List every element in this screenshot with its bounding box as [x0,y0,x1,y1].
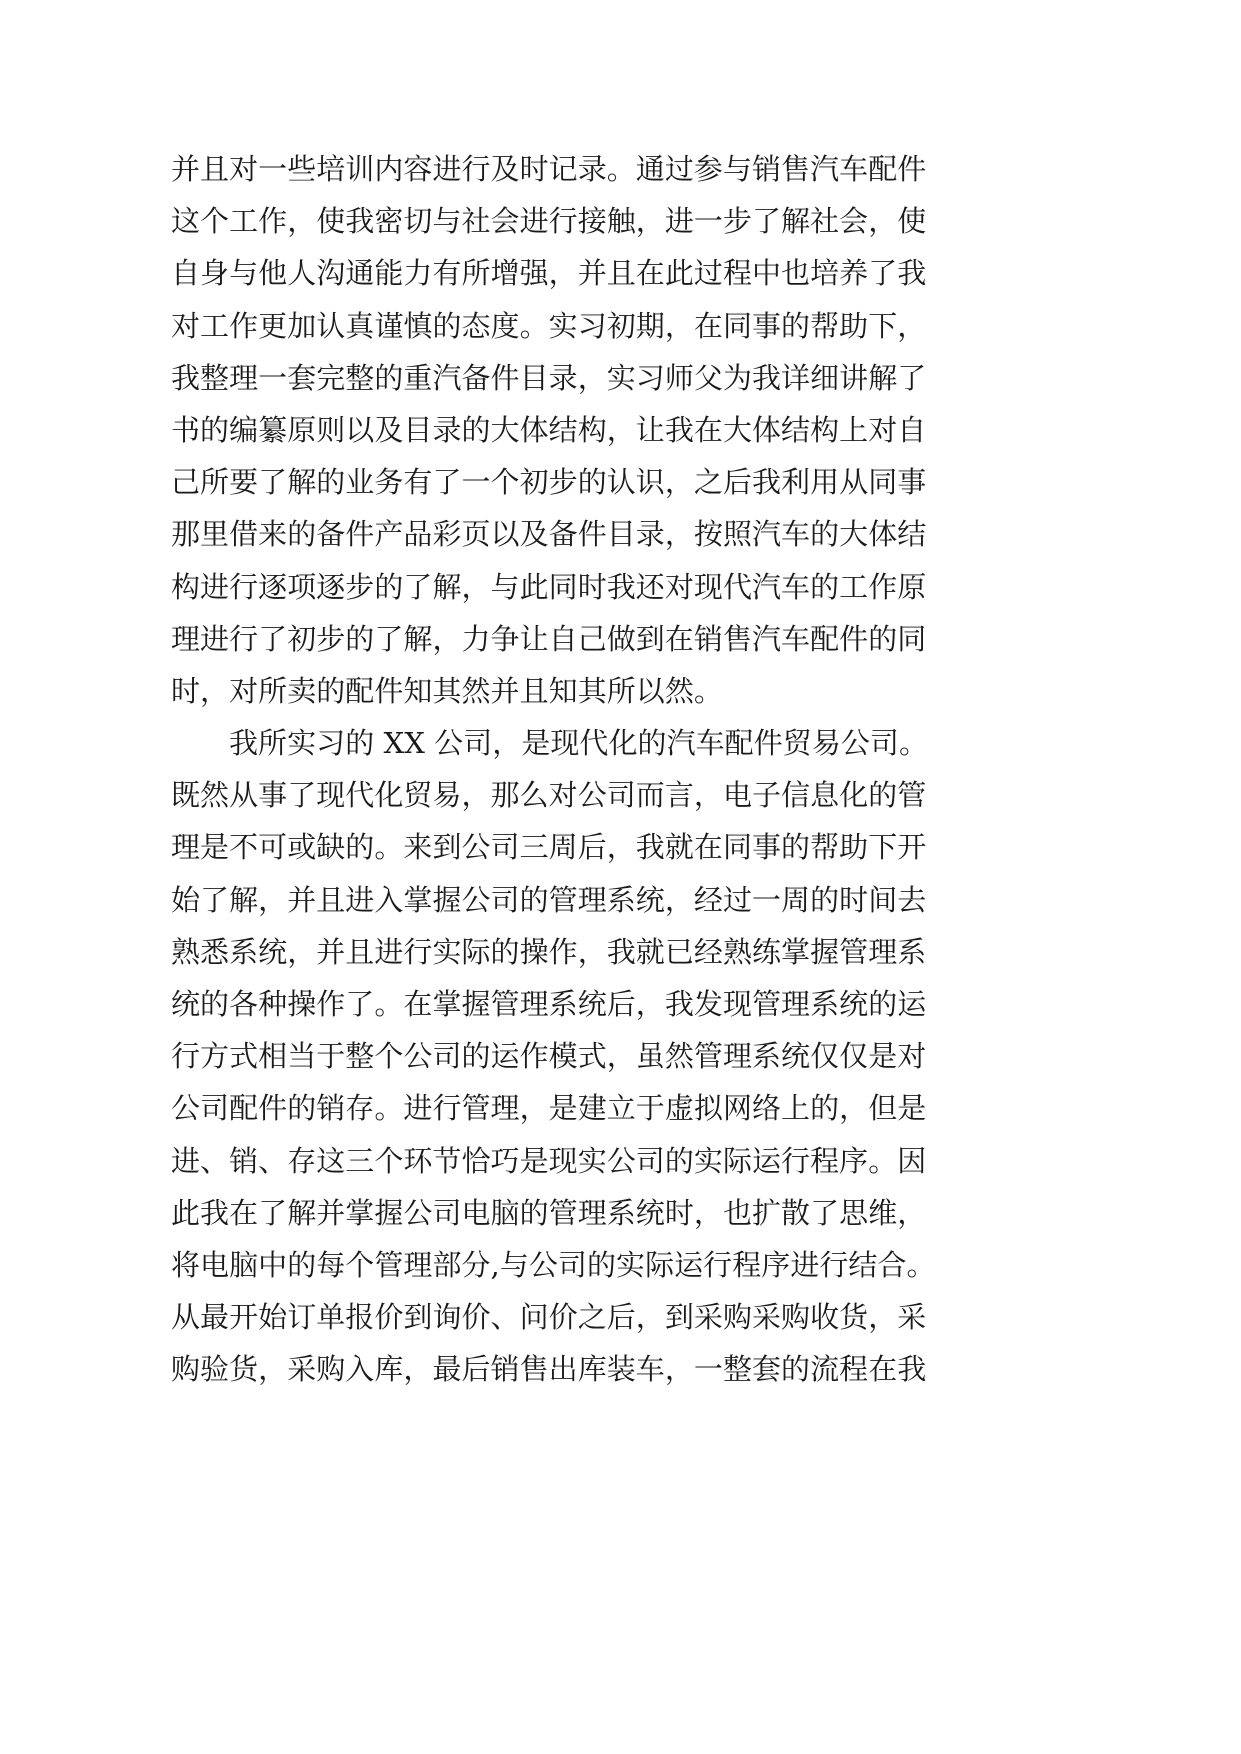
text-line: 购验货，采购入库，最后销售出库装车，一整套的流程在我 [171,1352,927,1387]
text-line: 我整理一套完整的重汽备件目录，实习师父为我详细讲解了 [171,360,927,395]
text-line: 时，对所卖的配件知其然并且知其所以然。 [171,673,723,708]
paragraph-1 [171,143,941,717]
text-line: 那里借来的备件产品彩页以及备件目录，按照汽车的大体结 [171,517,927,552]
text-line: 统的各种操作了。在掌握管理系统后，我发现管理系统的运 [171,987,927,1021]
text-line: 此我在了解并掌握公司电脑的管理系统时，也扩散了思维， [171,1195,927,1230]
text-line-first-indented: 我所实习的 XX 公司，是现代化的汽车配件贸易公司。 [229,726,929,761]
text-line: 对工作更加认真谨慎的态度。实习初期，在同事的帮助下， [171,308,927,343]
text-line: 始了解，并且进入掌握公司的管理系统，经过一周的时间去 [171,882,927,917]
text-line: 构进行逐项逐步的了解，与此同时我还对现代汽车的工作原 [171,569,927,604]
text-line: 熟悉系统，并且进行实际的操作，我就已经熟练掌握管理系 [171,934,927,969]
text-line: 既然从事了现代化贸易，那么对公司而言，电子信息化的管 [171,778,927,813]
text-line: 自身与他人沟通能力有所增强，并且在此过程中也培养了我 [171,256,927,291]
text-line: 这个工作，使我密切与社会进行接触，进一步了解社会，使 [171,204,927,239]
text-line: 进、销、存这三个环节恰巧是现实公司的实际运行程序。因 [171,1143,927,1178]
text-line: 将电脑中的每个管理部分,与公司的实际运行程序进行结合。 [171,1247,936,1282]
text-line: 并且对一些培训内容进行及时记录。通过参与销售汽车配件 [171,152,927,186]
document-body [171,143,941,1396]
text-line: 理是不可或缺的。来到公司三周后，我就在同事的帮助下开 [171,830,927,865]
text-line: 行方式相当于整个公司的运作模式，虽然管理系统仅仅是对 [171,1039,927,1074]
text-line: 书的编纂原则以及目录的大体结构，让我在大体结构上对自 [171,412,927,447]
text-line: 己所要了解的业务有了一个初步的认识，之后我利用从同事 [171,465,927,500]
text-line: 从最开始订单报价到询价、问价之后，到采购采购收货，采 [171,1300,927,1335]
text-line: 理进行了初步的了解，力争让自己做到在销售汽车配件的同 [171,621,927,656]
paragraph-2 [171,717,941,1395]
text-line: 公司配件的销存。进行管理，是建立于虚拟网络上的，但是 [171,1091,927,1126]
